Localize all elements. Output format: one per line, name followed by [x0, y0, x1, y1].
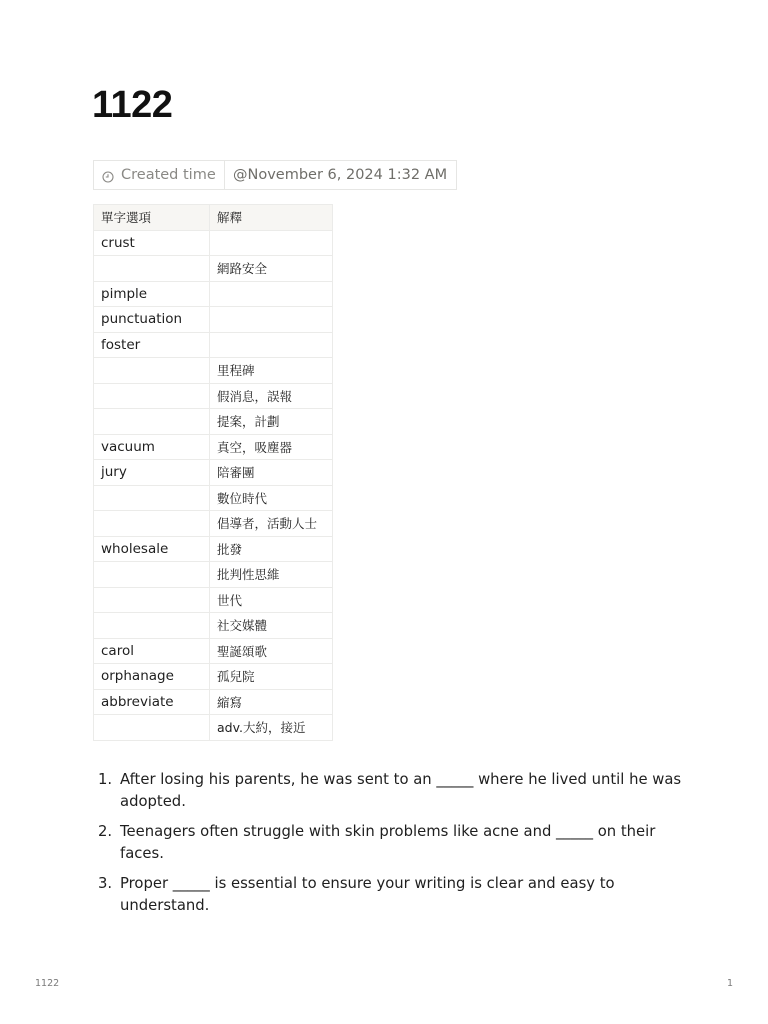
meaning-cell[interactable]: 假消息，誤報	[210, 383, 333, 409]
table-row	[94, 664, 333, 690]
vocabulary-table	[93, 204, 333, 741]
word-cell[interactable]	[94, 587, 210, 613]
meaning-cell[interactable]	[210, 230, 333, 256]
word-cell[interactable]: vacuum	[94, 434, 210, 460]
clock-icon	[102, 171, 114, 183]
page-title: 1122	[92, 84, 173, 126]
meaning-cell[interactable]: 倡導者，活動人士	[210, 511, 333, 537]
table-row	[94, 485, 333, 511]
word-cell[interactable]	[94, 613, 210, 639]
meaning-cell[interactable]: 陪審團	[210, 460, 333, 486]
meaning-cell[interactable]	[210, 281, 333, 307]
question-text: After losing his parents, he was sent to an _____ where he lived until he was adopted.	[120, 771, 682, 810]
word-cell[interactable]: foster	[94, 332, 210, 358]
table-row	[94, 613, 333, 639]
question-text: Teenagers often struggle with skin problems like acne and _____ on their faces.	[120, 823, 656, 862]
meaning-cell[interactable]: adv.大約，接近	[210, 715, 333, 741]
word-cell[interactable]	[94, 485, 210, 511]
word-cell[interactable]	[94, 409, 210, 435]
column-header-word[interactable]: 單字選項	[94, 205, 210, 231]
word-cell[interactable]	[94, 715, 210, 741]
table-row	[94, 409, 333, 435]
table-row	[94, 638, 333, 664]
question-list	[92, 769, 692, 925]
table-row	[94, 511, 333, 537]
table-row	[94, 434, 333, 460]
word-cell[interactable]: carol	[94, 638, 210, 664]
property-value[interactable]: @November 6, 2024 1:32 AM	[233, 167, 448, 183]
meaning-cell[interactable]: 提案，計劃	[210, 409, 333, 435]
word-cell[interactable]: pimple	[94, 281, 210, 307]
word-cell[interactable]: abbreviate	[94, 689, 210, 715]
table-row	[94, 281, 333, 307]
question-number: 1.	[98, 771, 113, 788]
meaning-cell[interactable]: 里程碑	[210, 358, 333, 384]
word-cell[interactable]	[94, 256, 210, 282]
meaning-cell[interactable]: 孤兒院	[210, 664, 333, 690]
word-cell[interactable]: wholesale	[94, 536, 210, 562]
footer-page-number: 1	[726, 978, 733, 989]
question-number: 3.	[98, 875, 113, 892]
meaning-cell[interactable]: 世代	[210, 587, 333, 613]
table-row	[94, 332, 333, 358]
table-row	[94, 256, 333, 282]
meaning-cell[interactable]	[210, 332, 333, 358]
table-row	[94, 715, 333, 741]
table-row	[94, 587, 333, 613]
word-cell[interactable]: orphanage	[94, 664, 210, 690]
meaning-cell[interactable]: 聖誕頌歌	[210, 638, 333, 664]
meaning-cell[interactable]: 批發	[210, 536, 333, 562]
column-header-meaning[interactable]: 解釋	[210, 205, 333, 231]
word-cell[interactable]: crust	[94, 230, 210, 256]
meaning-cell[interactable]: 真空，吸塵器	[210, 434, 333, 460]
question-item	[92, 769, 692, 813]
question-item	[92, 821, 692, 865]
meaning-cell[interactable]: 網路安全	[210, 256, 333, 282]
table-header-row	[94, 205, 333, 231]
meaning-cell[interactable]: 社交媒體	[210, 613, 333, 639]
meaning-cell[interactable]: 縮寫	[210, 689, 333, 715]
question-number: 2.	[98, 823, 113, 840]
property-key	[94, 161, 225, 189]
table-row	[94, 562, 333, 588]
word-cell[interactable]	[94, 511, 210, 537]
created-time-property	[93, 160, 457, 190]
property-label: Created time	[121, 167, 216, 183]
table-row	[94, 307, 333, 333]
word-cell[interactable]: jury	[94, 460, 210, 486]
word-cell[interactable]: punctuation	[94, 307, 210, 333]
word-cell[interactable]	[94, 383, 210, 409]
table-row	[94, 383, 333, 409]
meaning-cell[interactable]: 批判性思維	[210, 562, 333, 588]
word-cell[interactable]	[94, 562, 210, 588]
question-item	[92, 873, 692, 917]
meaning-cell[interactable]	[210, 307, 333, 333]
table-row	[94, 358, 333, 384]
table-row	[94, 536, 333, 562]
word-cell[interactable]	[94, 358, 210, 384]
table-row	[94, 460, 333, 486]
table-row	[94, 230, 333, 256]
table-row	[94, 689, 333, 715]
footer-page-title: 1122	[35, 978, 60, 989]
question-text: Proper _____ is essential to ensure your writing is clear and easy to understand.	[120, 875, 615, 914]
meaning-cell[interactable]: 數位時代	[210, 485, 333, 511]
